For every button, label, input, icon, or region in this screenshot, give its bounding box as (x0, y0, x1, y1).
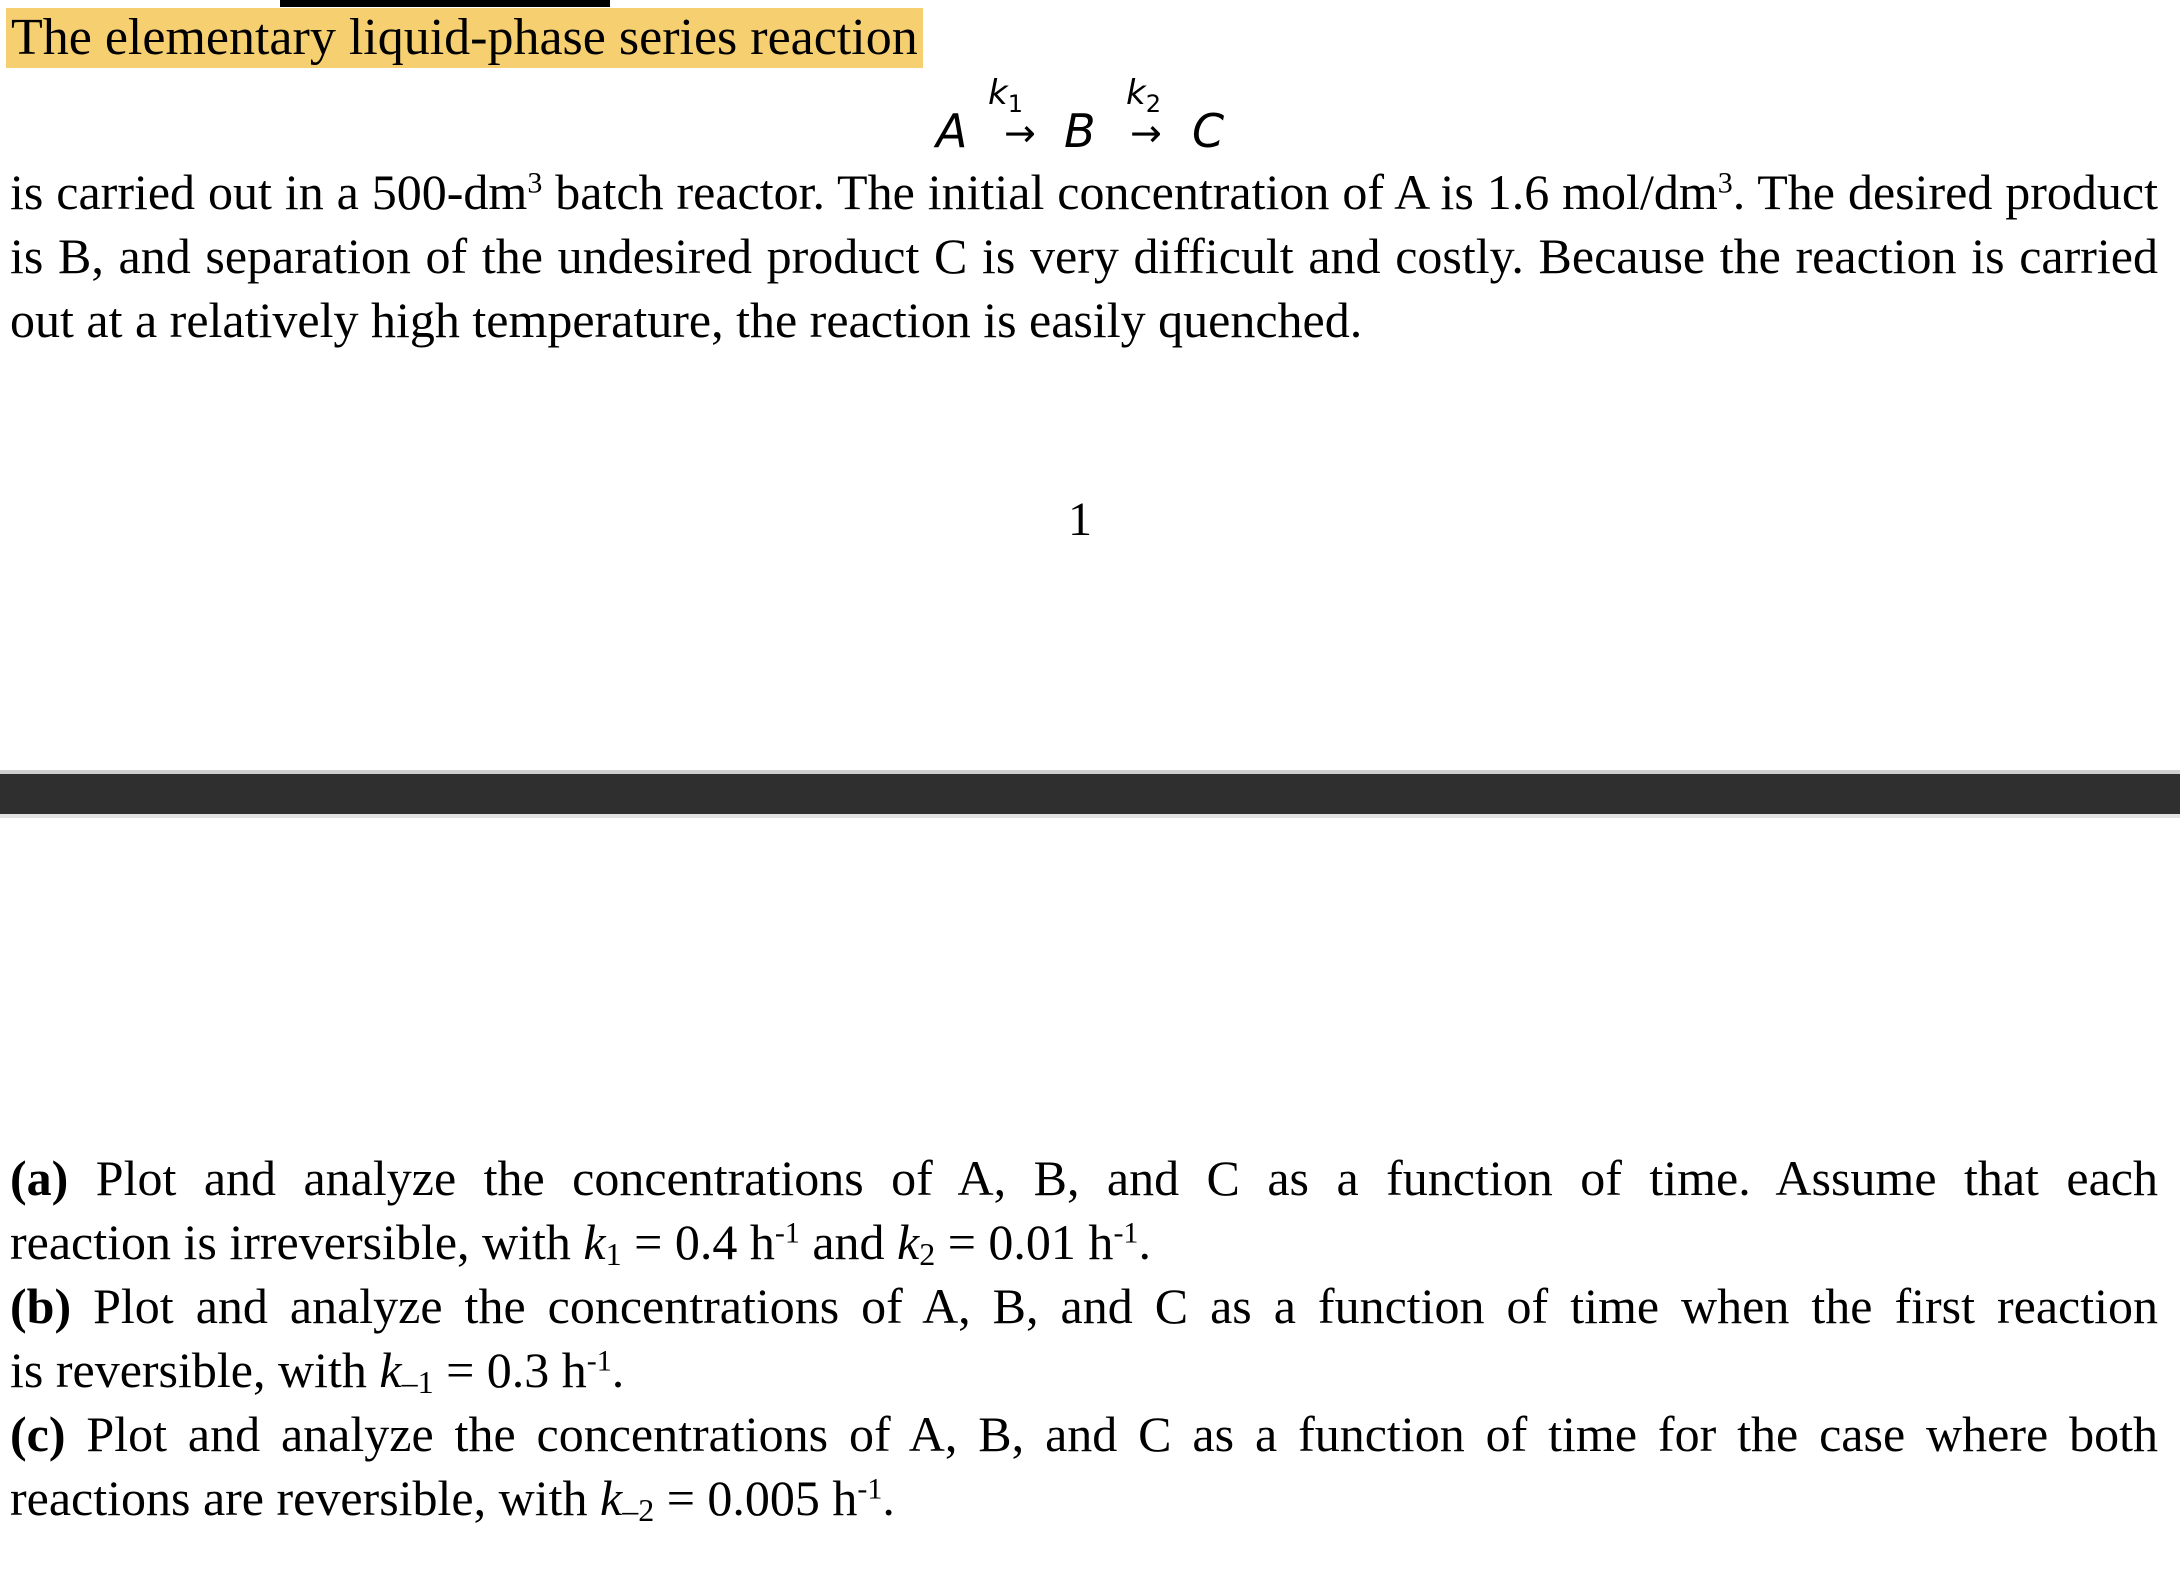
question-c-label: (c) (10, 1406, 66, 1462)
underline-fragment (280, 0, 610, 7)
question-b-label: (b) (10, 1278, 72, 1334)
description-paragraph: is carried out in a $500-dm^3$ batch reactor. The initial concentration of A is 1.6 mol/$dm^3$. The desired product is B, and separation of the undesired product C is very difficult and costly. Because the reaction is carried out at a relatively high temperature, the reaction is easily quenched. (10, 164, 2158, 348)
species-a: A (936, 104, 968, 158)
questions (10, 1146, 2158, 1530)
heading-highlight (6, 8, 923, 68)
page-divider-shadow (0, 814, 2180, 818)
question-a-line-2: reaction is irreversible, with $k_1 = 0.4$ $h^{-1}$ and $k_2 = 0.01$ $h^{-1}$. (10, 1214, 1151, 1272)
species-c: C (1192, 104, 1225, 158)
rate-constant-k2: $k_2$ (1126, 73, 1161, 118)
heading-text: The elementary liquid-phase series reaction (11, 9, 918, 66)
rate-constant-k1: $k_1$ (988, 73, 1023, 118)
question-c-line-2: reactions are reversible, with $k_{-2} = 0.005$ $h^{-1}$. (10, 1470, 895, 1528)
reaction-arrow-2: → (1130, 111, 1162, 155)
question-b-line-2: is reversible, with $k_{-1} = 0.3$ $h^{-1}$. (10, 1342, 625, 1400)
page-divider (0, 774, 2180, 814)
reaction-arrow-1: → (1004, 111, 1036, 155)
page-number: 1 (1068, 493, 1092, 546)
question-b-line-1: (b) Plot and analyze the concentrations of A, B, and C as a function of time when the first reaction (10, 1278, 2158, 1334)
question-a-label: (a) (10, 1150, 69, 1206)
question-a-line-1: (a) Plot and analyze the concentrations of A, B, and C as a function of time. Assume that each (10, 1150, 2158, 1206)
species-b: B (1064, 104, 1096, 158)
question-c-line-1: (c) Plot and analyze the concentrations of A, B, and C as a function of time for the case where both (10, 1406, 2158, 1462)
